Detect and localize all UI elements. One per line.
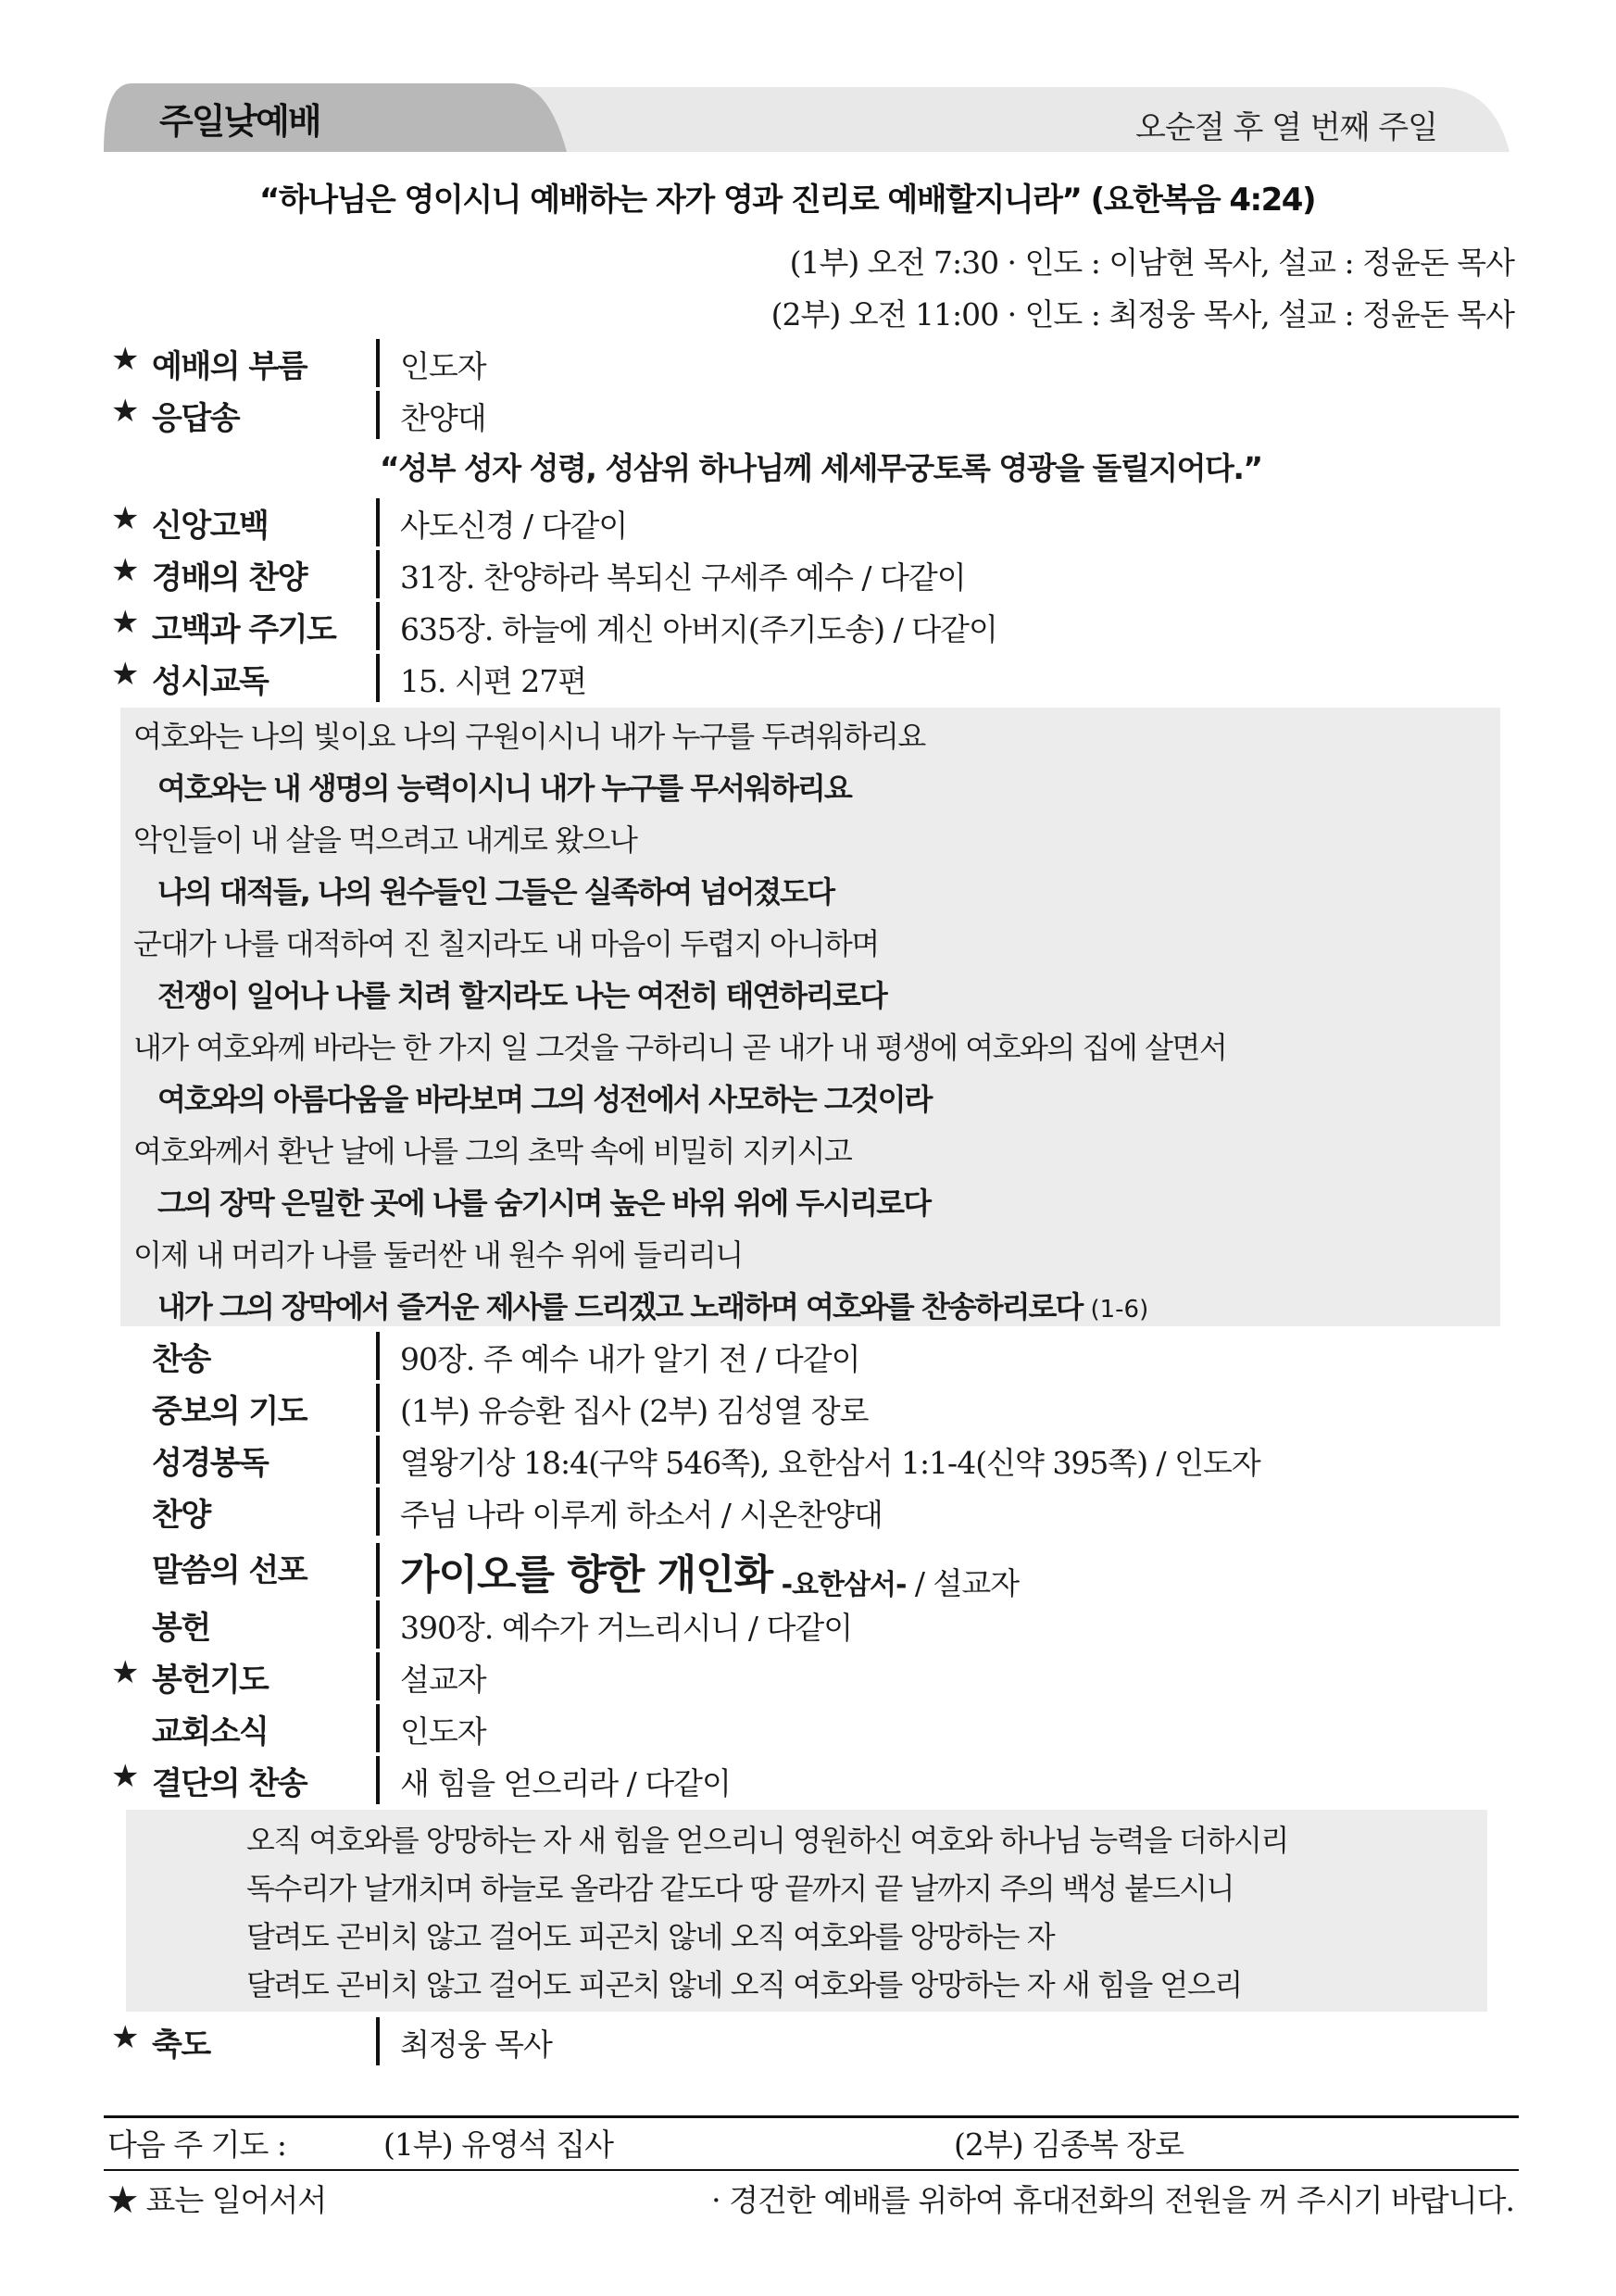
verse-reference: (1-6): [1090, 1296, 1149, 1324]
stand-note: ★ 표는 일어서서: [107, 2182, 327, 2218]
reading-line-response: 여호와는 내 생명의 능력이시니 내가 누구를 무서워하리요: [157, 771, 851, 806]
stand-star: ★: [111, 500, 140, 537]
header-band: [104, 82, 1511, 156]
reading-line-leader: 여호와는 나의 빛이요 나의 구원이시니 내가 누구를 두려워하리요: [133, 719, 925, 754]
reading-line-response: 그의 장막 은밀한 곳에 나를 숨기시며 높은 바위 위에 두시리로다: [157, 1186, 930, 1221]
divider: [376, 1487, 380, 1536]
footer-rule-mid: [104, 2169, 1519, 2171]
order-row-sermon: [111, 1541, 1519, 1599]
divider: [376, 602, 380, 650]
order-value: 찬양대: [400, 400, 486, 436]
reading-line-response: 나의 대적들, 나의 원수들인 그들은 실족하여 넘어졌도다: [157, 874, 833, 910]
divider: [376, 1436, 380, 1484]
liturgical-week: 오순절 후 열 번째 주일: [1135, 109, 1437, 146]
response-song-text: “성부 성자 성령, 성삼위 하나님께 세세무궁토록 영광을 돌릴지어다.”: [380, 450, 1262, 486]
stand-star: ★: [111, 1654, 140, 1691]
order-label: 예배의 부름: [152, 348, 307, 385]
order-value: 사도신경 / 다같이: [400, 508, 628, 544]
stand-star: ★: [111, 1758, 140, 1795]
order-label: 고백과 주기도: [152, 611, 336, 648]
order-label: 축도: [152, 2026, 210, 2064]
order-value: 15. 시편 27편: [400, 663, 587, 699]
reading-line-leader: 여호와께서 환난 날에 나를 그의 초막 속에 비밀히 지키시고: [133, 1134, 852, 1169]
order-row: [111, 1650, 1519, 1702]
order-row: [111, 1382, 1519, 1434]
hymn-lyrics: [126, 1810, 1487, 2012]
sermon-value: [400, 1547, 1019, 1606]
order-value: 390장. 예수가 거느리시니 / 다같이: [400, 1610, 853, 1646]
order-value: (1부) 유승환 집사 (2부) 김성열 장로: [400, 1393, 869, 1429]
order-value: 열왕기상 18:4(구약 546쪽), 요한삼서 1:1-4(신약 395쪽) / 인도자: [400, 1445, 1260, 1481]
order-row: [111, 1486, 1519, 1537]
order-value: 주님 나라 이루게 하소서 / 시온찬양대: [400, 1497, 883, 1533]
order-label: 말씀의 선포: [152, 1552, 307, 1589]
order-label: 찬송: [152, 1341, 210, 1378]
reading-line-leader: 군대가 나를 대적하여 진 칠지라도 내 마음이 두렵지 아니하며: [133, 926, 879, 961]
lyric-line: 오직 여호와를 앙망하는 자 새 힘을 얻으리니 영원하신 여호와 하나님 능력을 더하시리: [246, 1823, 1288, 1858]
order-row: [111, 1702, 1519, 1754]
stand-star: ★: [111, 393, 140, 430]
order-row: [111, 337, 1519, 389]
sermon-preacher: / 설교자: [914, 1565, 1020, 1601]
order-label: 결단의 찬송: [152, 1765, 307, 1802]
order-label: 신앙고백: [152, 508, 269, 545]
order-row: [111, 1434, 1519, 1486]
order-row: [111, 652, 1519, 704]
lyric-line: 달려도 곤비치 않고 걸어도 피곤치 않네 오직 여호와를 앙망하는 자: [246, 1919, 1055, 1954]
order-label: 교회소식: [152, 1713, 269, 1750]
service-times: [771, 237, 1514, 341]
order-label: 찬양: [152, 1497, 210, 1534]
next-prayer-second: (2부) 김종복 장로: [954, 2127, 1184, 2163]
reading-line-leader: 이제 내 머리가 나를 둘러싼 내 원수 위에 들리리니: [133, 1237, 743, 1273]
order-label: 성경봉독: [152, 1445, 269, 1482]
reading-line-text: 내가 그의 장막에서 즐거운 제사를 드리겠고 노래하며 여호와를 찬송하리로다: [157, 1289, 1083, 1324]
responsive-reading: [120, 708, 1500, 1326]
order-value: 인도자: [400, 1713, 486, 1750]
order-label: 응답송: [152, 400, 240, 437]
sermon-title: 가이오를 향한 개인화: [400, 1551, 773, 1599]
phone-notice: · 경건한 예배를 위하여 휴대전화의 전원을 꺼 주시기 바랍니다.: [711, 2182, 1514, 2218]
reading-line-response: 여호와의 아름다움을 바라보며 그의 성전에서 사모하는 그것이라: [157, 1082, 932, 1117]
lyric-line: 독수리가 날개치며 하늘로 올라감 같도다 땅 끝까지 끝 날까지 주의 백성 붙드시니: [246, 1871, 1234, 1906]
page-title: 주일낮예배: [159, 101, 320, 142]
divider: [376, 550, 380, 598]
stand-star: ★: [111, 341, 140, 378]
sermon-scripture: -요한삼서-: [772, 1569, 915, 1601]
divider: [376, 498, 380, 546]
order-row: [111, 389, 1519, 441]
order-label: 중보의 기도: [152, 1393, 307, 1430]
divider: [376, 1384, 380, 1432]
stand-star: ★: [111, 656, 140, 693]
divider: [376, 1652, 380, 1700]
reading-line-response: [157, 1284, 1148, 1326]
order-row: [111, 2015, 1519, 2067]
order-row: [111, 600, 1519, 652]
order-row: [111, 1599, 1519, 1650]
order-value: 설교자: [400, 1662, 486, 1698]
order-row: [111, 1330, 1519, 1382]
divider: [376, 654, 380, 702]
order-value: 인도자: [400, 348, 486, 384]
divider: [376, 1332, 380, 1380]
order-value: 새 힘을 얻으리라 / 다같이: [400, 1765, 731, 1801]
order-value: 635장. 하늘에 계신 아버지(주기도송) / 다같이: [400, 611, 997, 647]
order-label: 봉헌기도: [152, 1662, 269, 1699]
lyric-line: 달려도 곤비치 않고 걸어도 피곤치 않네 오직 여호와를 앙망하는 자 새 힘을 얻으리: [246, 1967, 1242, 2002]
reading-line-response: 전쟁이 일어나 나를 치려 할지라도 나는 여전히 태연하리로다: [157, 978, 886, 1013]
motto-verse: “하나님은 영이시니 예배하는 자가 영과 진리로 예배할지니라” (요한복음 4:24): [259, 182, 1316, 219]
stand-star: ★: [111, 2019, 140, 2056]
footer-rule-top: [104, 2115, 1519, 2118]
divider: [376, 2017, 380, 2065]
next-prayer-first: (1부) 유영석 집사: [383, 2127, 613, 2163]
divider: [376, 1543, 380, 1597]
stand-star: ★: [111, 604, 140, 641]
next-prayer-label: 다음 주 기도 :: [107, 2127, 286, 2163]
divider: [376, 339, 380, 387]
order-value: 최정웅 목사: [400, 2026, 552, 2063]
order-row: [111, 548, 1519, 600]
divider: [376, 1756, 380, 1804]
order-label: 경배의 찬양: [152, 559, 307, 596]
service-time-1: (1부) 오전 7:30 · 인도 : 이남현 목사, 설교 : 정윤돈 목사: [789, 245, 1514, 281]
reading-line-leader: 악인들이 내 살을 먹으려고 내게로 왔으나: [133, 822, 637, 858]
order-row: [111, 1754, 1519, 1806]
service-time-2: (2부) 오전 11:00 · 인도 : 최정웅 목사, 설교 : 정윤돈 목사: [770, 296, 1514, 332]
divider: [376, 1600, 380, 1649]
reading-line-leader: 내가 여호와께 바라는 한 가지 일 그것을 구하리니 곧 내가 내 평생에 여호와의 집에 살면서: [133, 1030, 1227, 1065]
order-value: 90장. 주 예수 내가 알기 전 / 다같이: [400, 1341, 860, 1377]
order-value: 31장. 찬양하라 복되신 구세주 예수 / 다같이: [400, 559, 966, 596]
order-label: 성시교독: [152, 663, 269, 700]
order-row: [111, 496, 1519, 548]
stand-star: ★: [111, 552, 140, 589]
order-label: 봉헌: [152, 1610, 210, 1647]
divider: [376, 391, 380, 439]
divider: [376, 1704, 380, 1752]
